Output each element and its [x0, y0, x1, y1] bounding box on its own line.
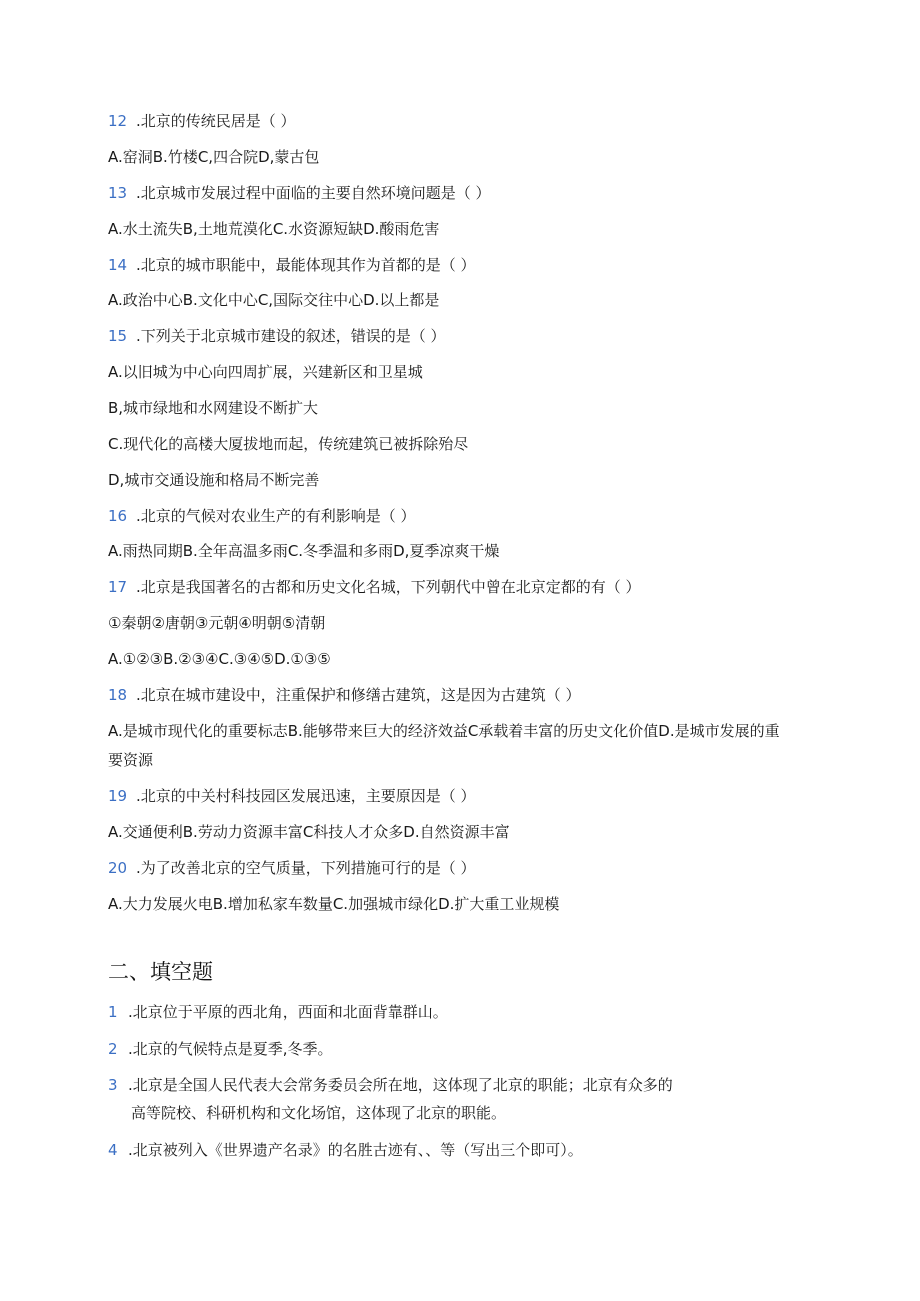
- question-17: [108, 577, 641, 597]
- fill-question-3-continued: 高等院校、科研机构和文化场馆，这体现了北京的职能。: [131, 1104, 507, 1122]
- question-18-options: A.是城市现代化的重要标志B.能够带来巨大的经济效益C承载着丰富的历史文化价值D.是城市发展的重: [108, 722, 780, 740]
- question-12-options: A.窑洞B.竹楼C,四合院D,蒙古包: [108, 148, 320, 166]
- question-19: [108, 786, 476, 806]
- question-number: 18: [108, 686, 128, 704]
- question-number: 16: [108, 507, 128, 525]
- question-20: [108, 858, 476, 878]
- question-number: 17: [108, 578, 128, 596]
- question-17-items: ①秦朝②唐朝③元朝④明朝⑤清朝: [108, 614, 326, 632]
- question-text: .北京位于平原的西北角，西面和北面背靠群山。: [128, 1003, 448, 1021]
- question-19-options: A.交通便利B.劳动力资源丰富C科技人才众多D.自然资源丰富: [108, 823, 510, 841]
- question-number: 19: [108, 787, 128, 805]
- question-17-options: A.①②③B.②③④C.③④⑤D.①③⑤: [108, 650, 331, 668]
- question-12: [108, 111, 296, 131]
- question-number: 20: [108, 859, 128, 877]
- question-number: 1: [108, 1003, 118, 1021]
- question-14: [108, 255, 476, 275]
- question-15-option-c: C.现代化的高楼大厦拔地而起，传统建筑已被拆除殆尽: [108, 435, 469, 453]
- question-text: .北京被列入《世界遗产名录》的名胜古迹有、、等（写出三个即可）。: [128, 1141, 583, 1159]
- question-number: 12: [108, 112, 128, 130]
- question-16-options: A.雨热同期B.全年高温多雨C.冬季温和多雨D,夏季凉爽干燥: [108, 542, 500, 560]
- question-stem: .北京城市发展过程中面临的主要自然环境问题是（ ）: [136, 184, 491, 202]
- fill-question-4: [108, 1140, 583, 1160]
- question-stem: .下列关于北京城市建设的叙述，错误的是（ ）: [136, 327, 446, 345]
- question-15-option-a: A.以旧城为中心向四周扩展，兴建新区和卫星城: [108, 363, 423, 381]
- question-15-option-d: D,城市交通设施和格局不断完善: [108, 471, 320, 489]
- question-number: 3: [108, 1076, 118, 1094]
- question-stem: .北京在城市建设中，注重保护和修缮古建筑，这是因为古建筑（ ）: [136, 686, 581, 704]
- question-number: 15: [108, 327, 128, 345]
- question-18: [108, 685, 581, 705]
- question-text: .北京的气候特点是夏季,冬季。: [128, 1040, 333, 1058]
- fill-question-2: [108, 1039, 333, 1059]
- question-stem: .北京是我国著名的古都和历史文化名城，下列朝代中曾在北京定都的有（ ）: [136, 578, 641, 596]
- question-15: [108, 326, 446, 346]
- question-16: [108, 506, 416, 526]
- question-number: 13: [108, 184, 128, 202]
- fill-question-3: [108, 1075, 673, 1095]
- question-number: 2: [108, 1040, 118, 1058]
- question-14-options: A.政治中心B.文化中心C,国际交往中心D.以上都是: [108, 291, 440, 309]
- section-heading: 二、填空题: [108, 960, 213, 984]
- question-stem: .为了改善北京的空气质量，下列措施可行的是（ ）: [136, 859, 476, 877]
- question-text: .北京是全国人民代表大会常务委员会所在地，这体现了北京的职能；北京有众多的: [128, 1076, 673, 1094]
- question-stem: .北京的传统民居是（ ）: [136, 112, 296, 130]
- question-13-options: A.水土流失B,土地荒漠化C.水资源短缺D.酸雨危害: [108, 220, 440, 238]
- question-15-option-b: B,城市绿地和水网建设不断扩大: [108, 399, 319, 417]
- question-stem: .北京的中关村科技园区发展迅速，主要原因是（ ）: [136, 787, 476, 805]
- question-20-options: A.大力发展火电B.增加私家车数量C.加强城市绿化D.扩大重工业规模: [108, 895, 560, 913]
- question-13: [108, 183, 491, 203]
- question-18-options-continued: 要资源: [108, 751, 154, 769]
- question-stem: .北京的城市职能中，最能体现其作为首都的是（ ）: [136, 256, 476, 274]
- question-number: 14: [108, 256, 128, 274]
- question-stem: .北京的气候对农业生产的有利影响是（ ）: [136, 507, 416, 525]
- question-number: 4: [108, 1141, 118, 1159]
- fill-question-1: [108, 1002, 448, 1022]
